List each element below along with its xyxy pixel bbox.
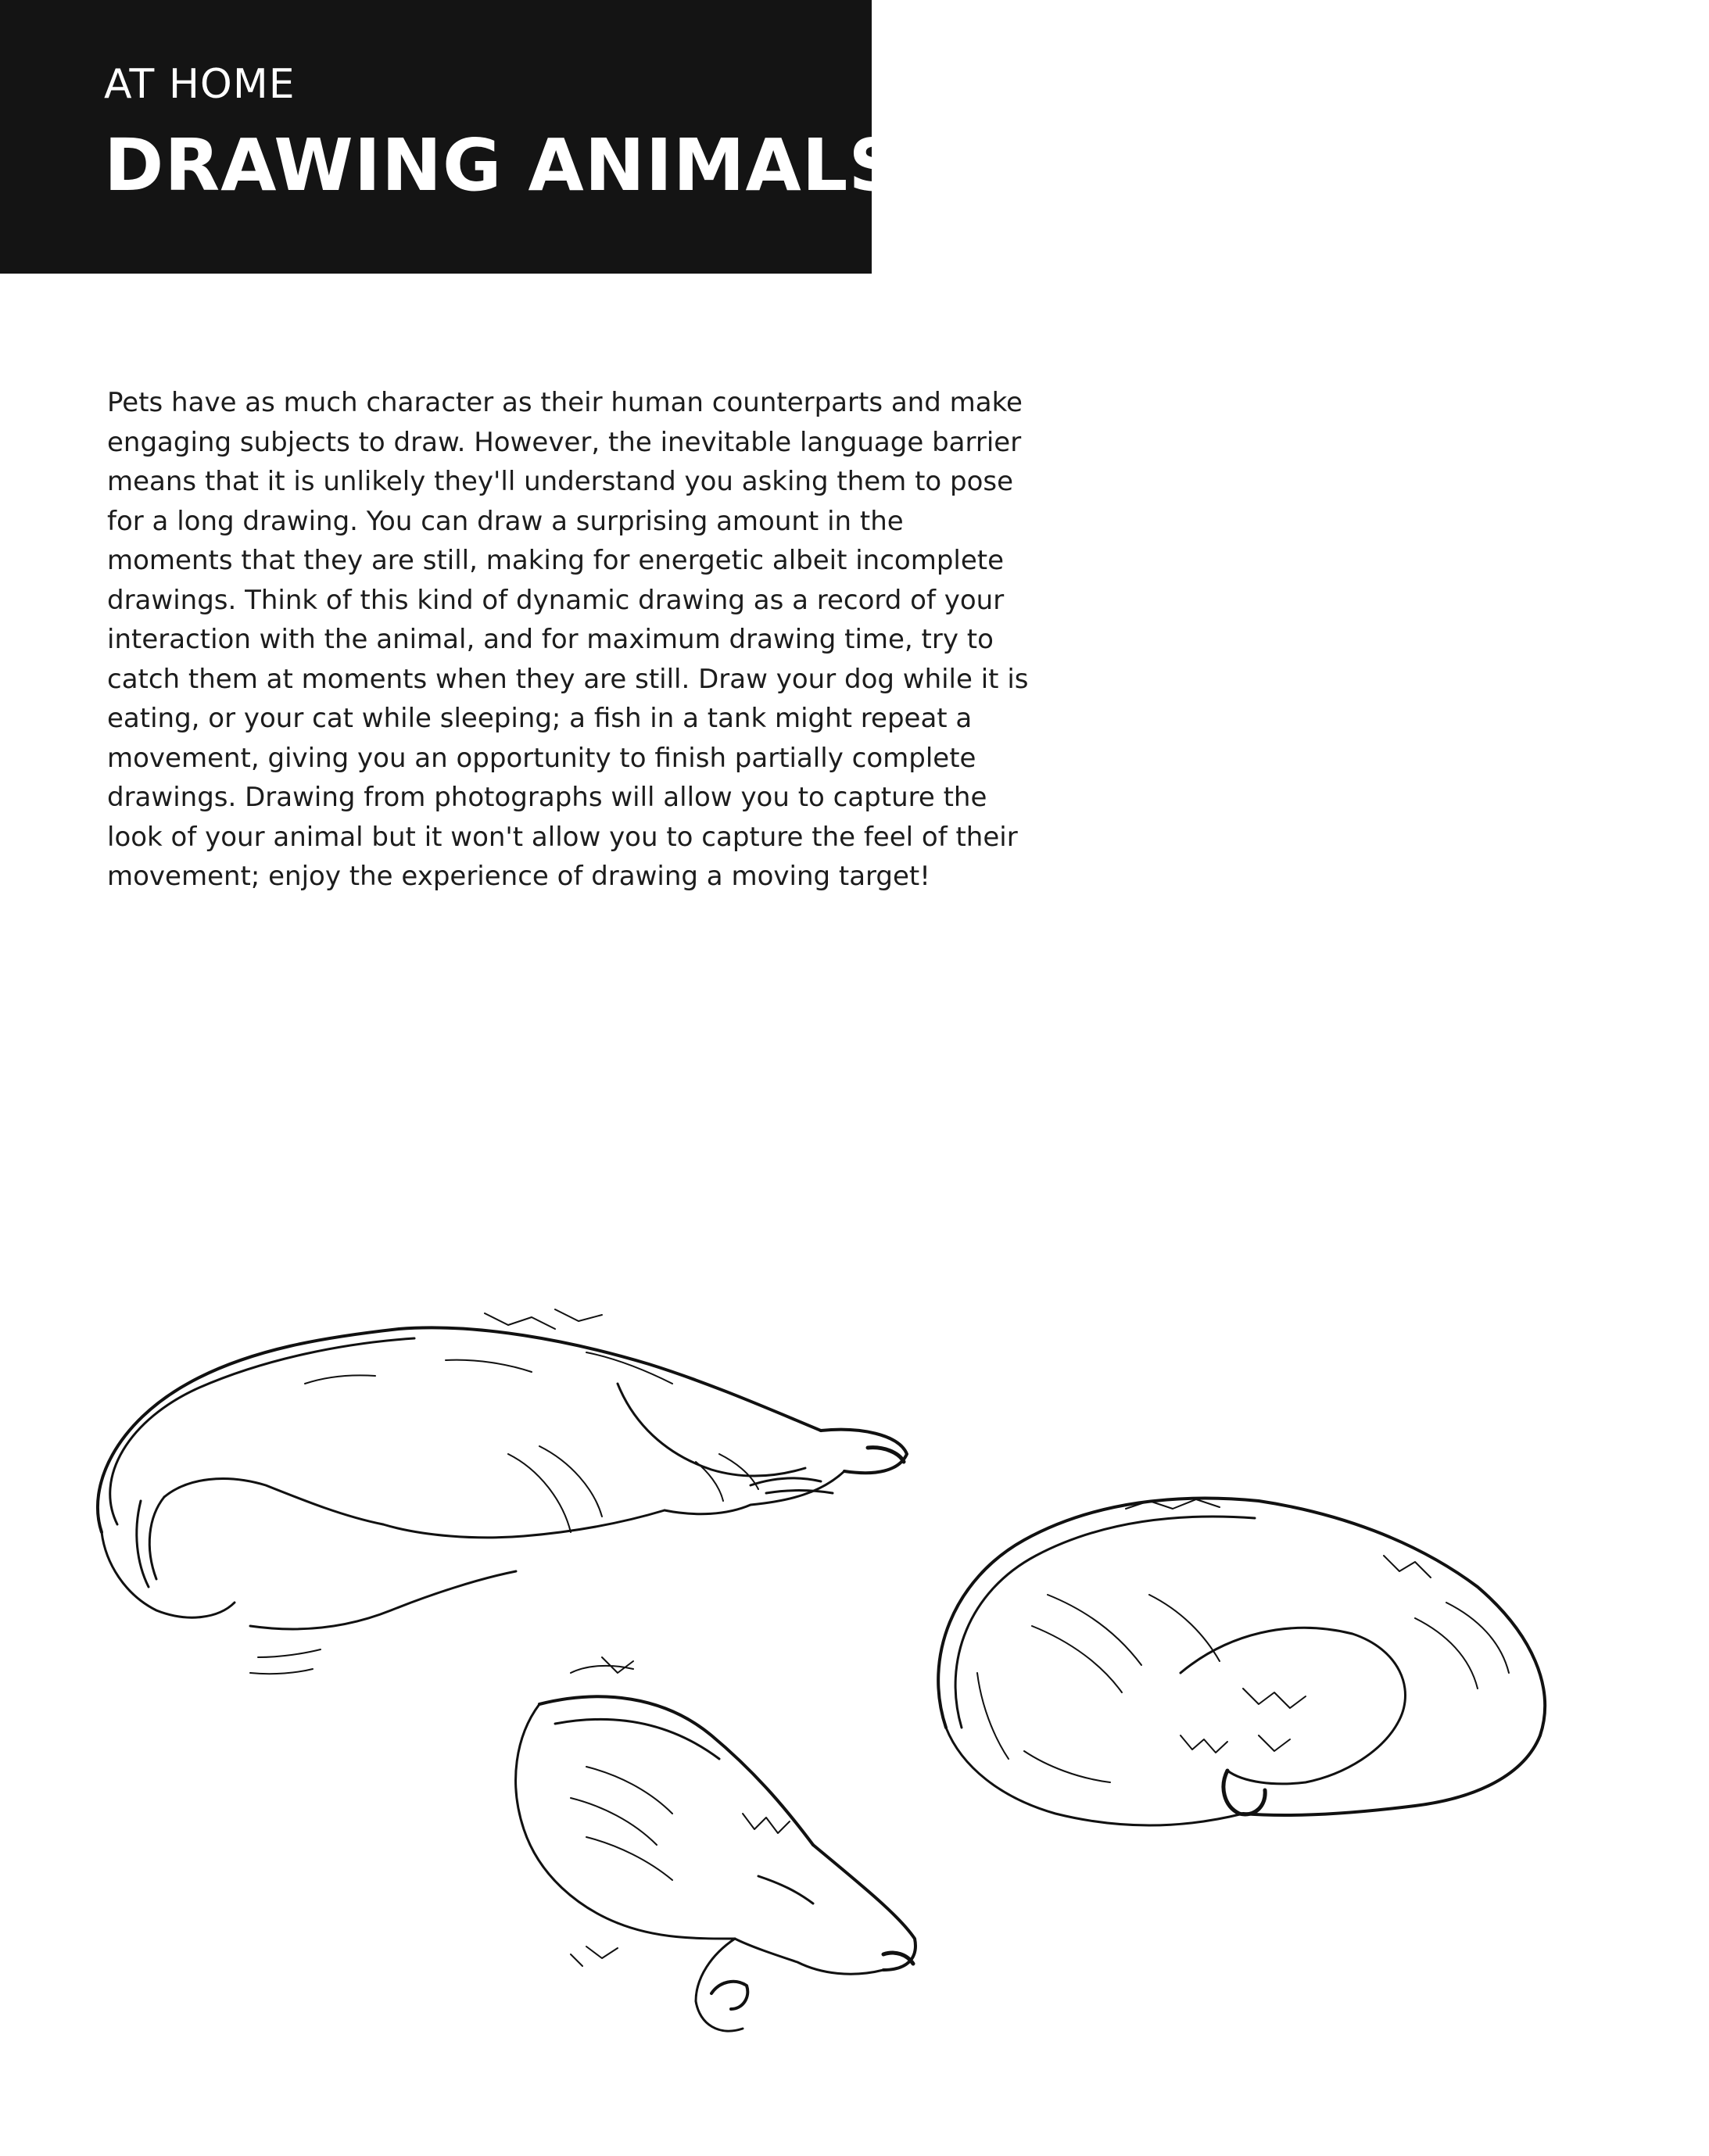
header-band xyxy=(0,0,901,274)
dog-sketch-right xyxy=(938,1499,1545,1825)
body-text: Pets have as much character as their human counterparts and make engaging subjects to draw. However, the inevitable language barrier means that it is unlikely they'll understand you asking them to pose for a long drawing. You can draw a surprising amount in the moments that they are still, making for energetic albeit incomplete drawings. Think of this kind of dynamic drawing as a record of your interaction with the animal, and for maximum drawing time, try to catch them at moments when they are still. Draw your dog while it is eating, or your cat while sleeping; a fish in a tank might repeat a movement, giving you an opportunity to finish partially complete drawings. Drawing from photographs will allow you to capture the look of your animal but it won't allow you to capture the feel of their movement; enjoy the experience of drawing a moving target! xyxy=(107,387,1029,892)
section-label: AT HOME xyxy=(104,61,296,108)
page-title: DRAWING ANIMALS xyxy=(104,124,901,207)
dog-sketches-illustration xyxy=(70,1266,1681,2079)
dog-sketch-bottom-middle xyxy=(516,1657,915,2031)
dog-sketch-top-left xyxy=(98,1309,907,1674)
